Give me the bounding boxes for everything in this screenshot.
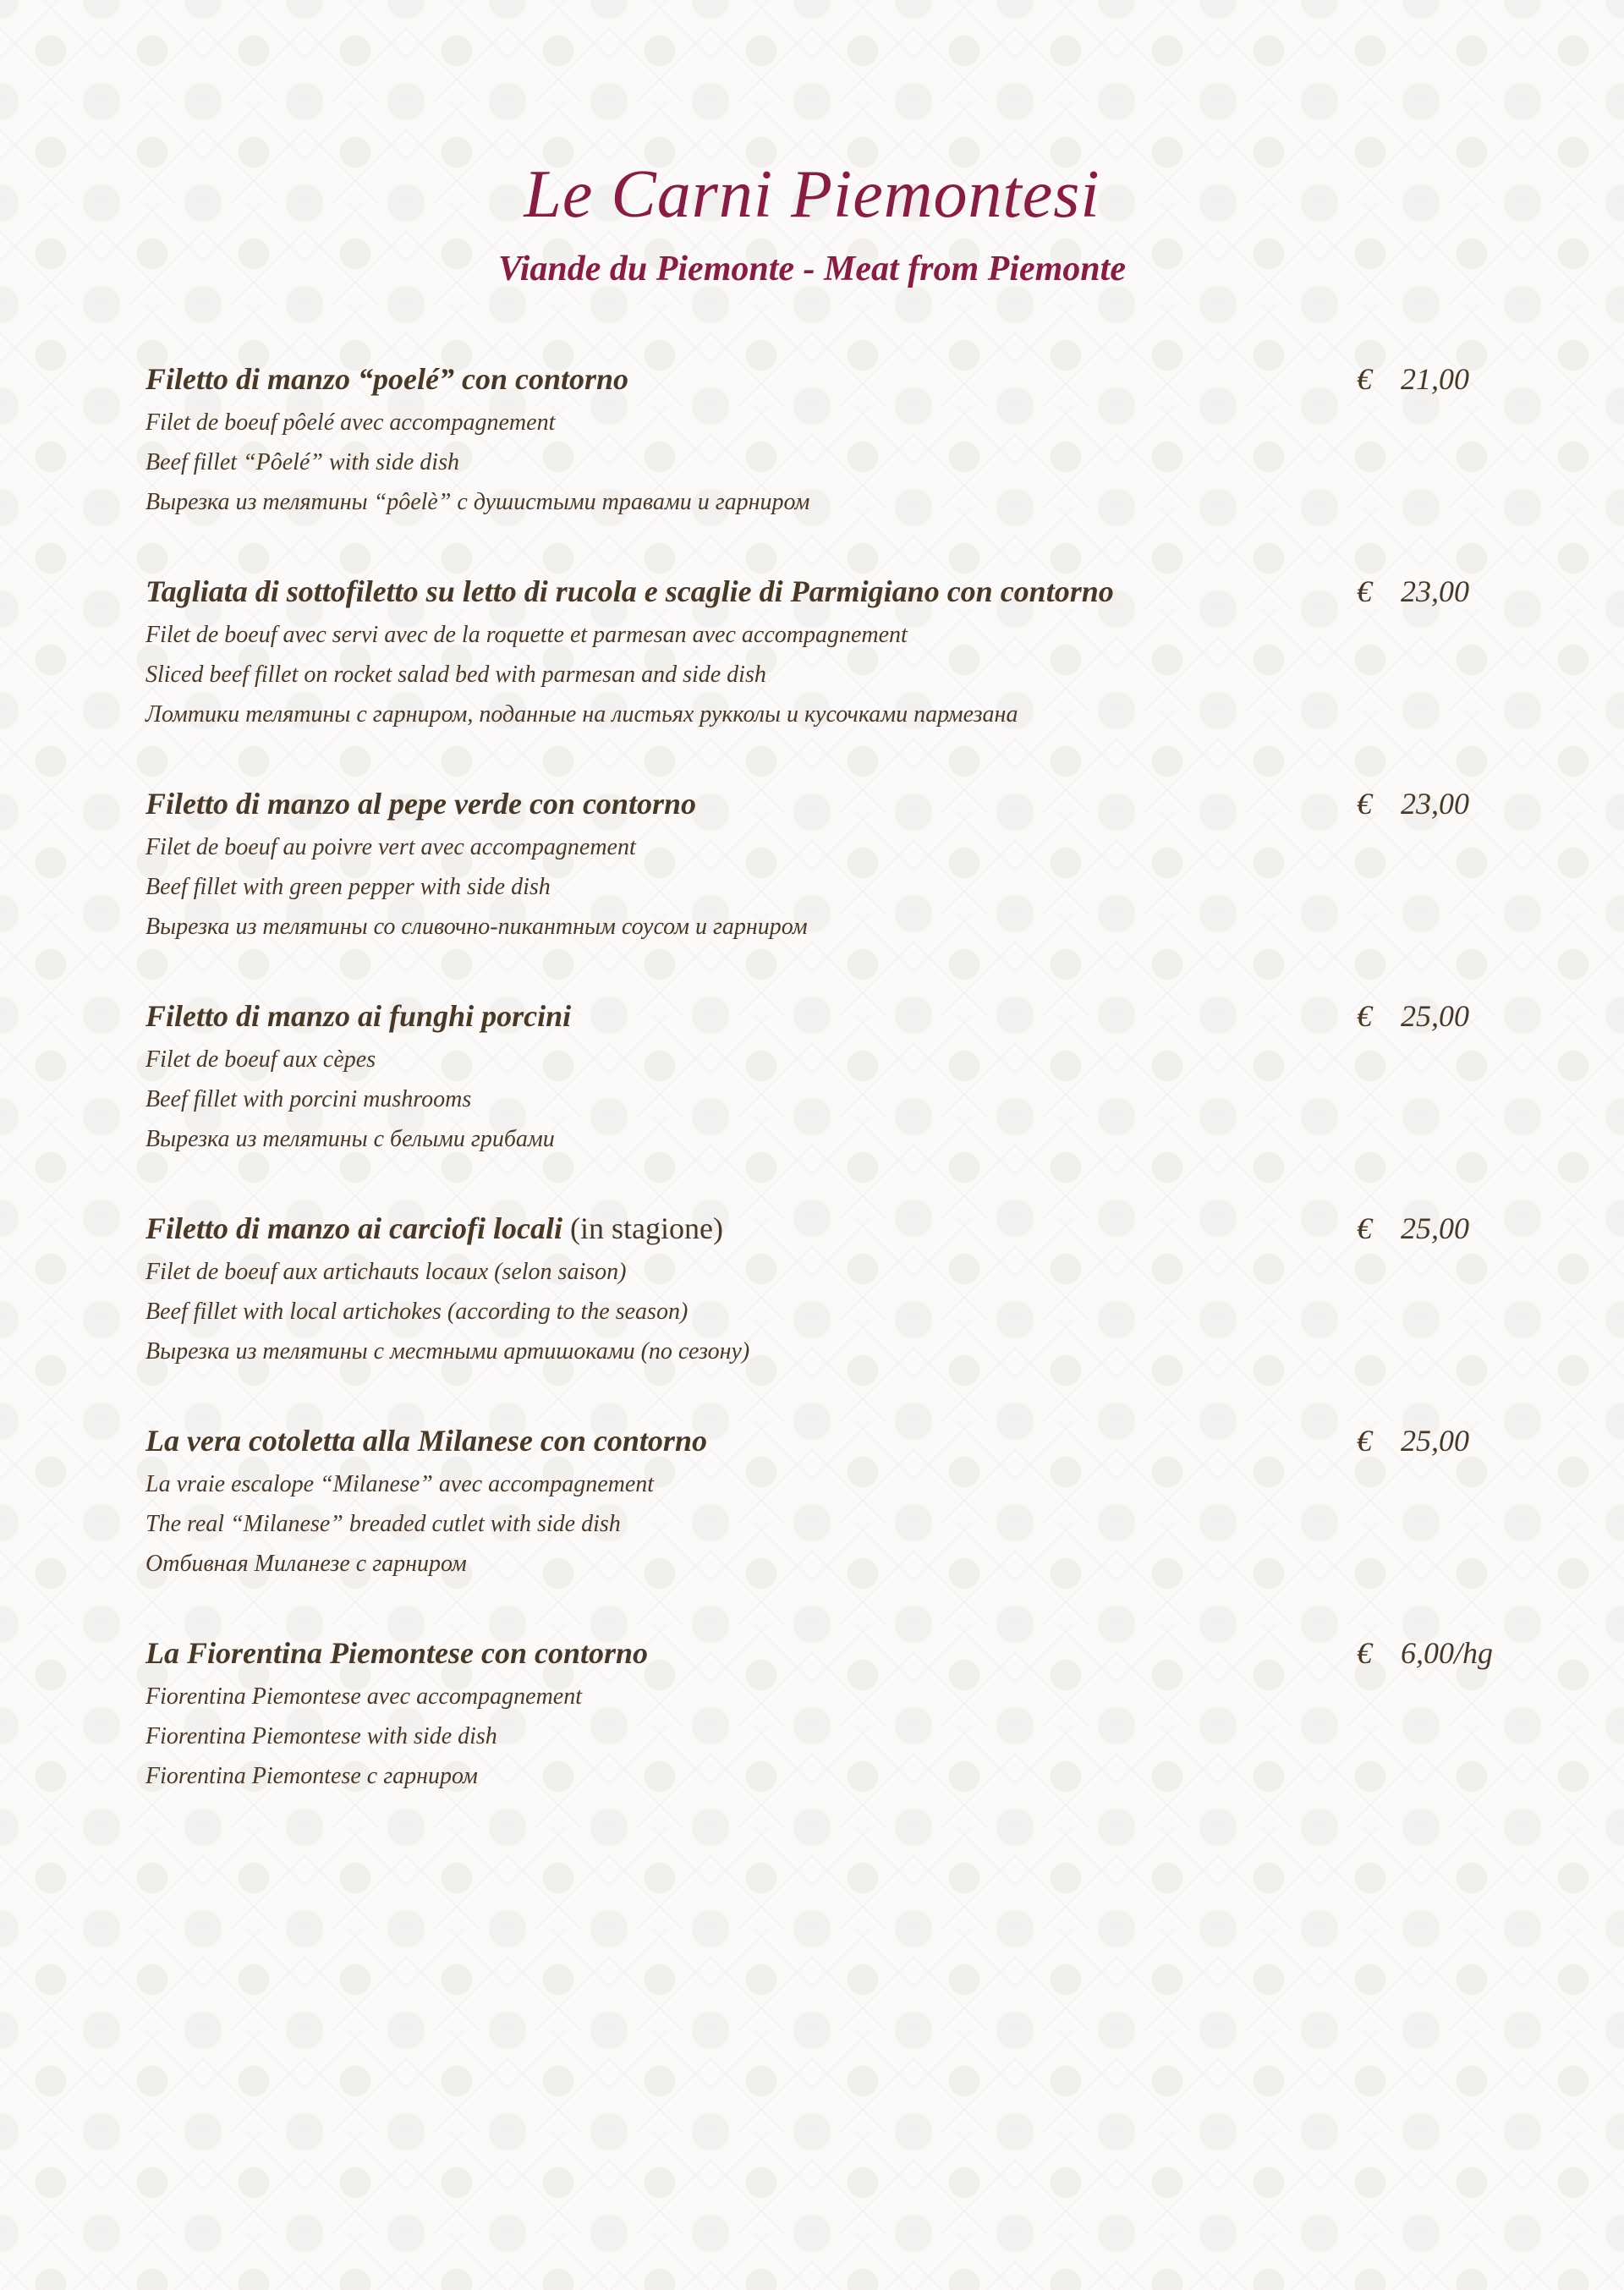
menu-item xyxy=(145,355,1516,568)
item-price xyxy=(1357,568,1509,615)
menu-item xyxy=(145,1629,1516,1842)
item-desc-ru: Ломтики телятины с гарниром, поданные на листьях рукколы и кусочками пармезана xyxy=(145,701,1018,728)
menu-item xyxy=(145,1417,1516,1629)
item-name: Tagliata di sottofiletto su letto di rucola e scaglie di Parmigiano con contorno xyxy=(145,574,1114,608)
item-price xyxy=(1357,780,1509,827)
item-desc-ru: Вырезка из телятины со сливочно-пикантным соусом и гарниром xyxy=(145,914,808,940)
item-desc-en: Sliced beef fillet on rocket salad bed with parmesan and side dish xyxy=(145,662,766,688)
currency-symbol: € xyxy=(1357,1424,1372,1458)
currency-symbol: € xyxy=(1357,787,1372,821)
item-desc-ru: Fiorentina Piemontese с гарниром xyxy=(145,1763,478,1789)
item-name: Filetto di manzo ai carciofi locali (in stagione) xyxy=(145,1211,723,1245)
menu-item xyxy=(145,992,1516,1205)
item-desc-fr: La vraie escalope “Milanese” avec accompagnement xyxy=(145,1471,655,1497)
price-amount: 6,00/hg xyxy=(1401,1636,1494,1670)
item-name: Filetto di manzo “poelé” con contorno xyxy=(145,362,629,396)
item-desc-en: Beef fillet “Pôelé” with side dish xyxy=(145,449,459,475)
item-price xyxy=(1357,1417,1509,1464)
item-price xyxy=(1357,992,1509,1040)
item-name: Filetto di manzo ai funghi porcini xyxy=(145,999,572,1033)
price-amount: 25,00 xyxy=(1401,1211,1469,1245)
item-note: (in stagione) xyxy=(569,1211,723,1245)
item-name: La Fiorentina Piemontese con contorno xyxy=(145,1636,649,1670)
item-desc-ru: Вырезка из телятины с белыми грибами xyxy=(145,1126,555,1152)
item-desc-en: Fiorentina Piemontese with side dish xyxy=(145,1723,497,1749)
item-price xyxy=(1357,1629,1509,1677)
item-desc-en: Beef fillet with green pepper with side dish xyxy=(145,874,551,900)
item-desc-ru: Отбивная Миланезе с гарниром xyxy=(145,1551,467,1577)
item-price xyxy=(1357,1205,1509,1252)
price-amount: 25,00 xyxy=(1401,1424,1469,1458)
item-desc-ru: Вырезка из телятины “pôelè” с душистыми травами и гарниром xyxy=(145,489,810,515)
item-desc-ru: Вырезка из телятины с местными артишоками (по сезону) xyxy=(145,1338,750,1365)
currency-symbol: € xyxy=(1357,1636,1372,1670)
item-desc-fr: Filet de boeuf au poivre vert avec accompagnement xyxy=(145,834,636,860)
item-desc-en: The real “Milanese” breaded cutlet with side dish xyxy=(145,1511,621,1537)
currency-symbol: € xyxy=(1357,999,1372,1033)
page-subtitle: Viande du Piemonte - Meat from Piemonte xyxy=(498,250,1126,288)
price-amount: 25,00 xyxy=(1401,999,1469,1033)
item-desc-en: Beef fillet with local artichokes (according to the season) xyxy=(145,1299,689,1325)
menu-item xyxy=(145,1205,1516,1417)
menu-items-list xyxy=(145,355,1516,1842)
menu-item xyxy=(145,568,1516,780)
currency-symbol: € xyxy=(1357,1211,1372,1245)
currency-symbol: € xyxy=(1357,574,1372,608)
item-desc-fr: Fiorentina Piemontese avec accompagnement xyxy=(145,1683,583,1710)
price-amount: 23,00 xyxy=(1401,574,1469,608)
item-desc-fr: Filet de boeuf aux artichauts locaux (selon saison) xyxy=(145,1259,627,1285)
page-title: Le Carni Piemontesi xyxy=(524,157,1100,232)
item-desc-fr: Filet de boeuf aux cèpes xyxy=(145,1046,376,1073)
item-desc-fr: Filet de boeuf pôelé avec accompagnement xyxy=(145,409,556,436)
currency-symbol: € xyxy=(1357,362,1372,396)
menu-item xyxy=(145,780,1516,992)
item-price xyxy=(1357,355,1509,403)
price-amount: 23,00 xyxy=(1401,787,1469,821)
item-desc-fr: Filet de boeuf avec servi avec de la roquette et parmesan avec accompagnement xyxy=(145,622,908,648)
price-amount: 21,00 xyxy=(1401,362,1469,396)
item-name: Filetto di manzo al pepe verde con contorno xyxy=(145,787,696,821)
item-name: La vera cotoletta alla Milanese con contorno xyxy=(145,1424,707,1458)
item-desc-en: Beef fillet with porcini mushrooms xyxy=(145,1086,472,1112)
